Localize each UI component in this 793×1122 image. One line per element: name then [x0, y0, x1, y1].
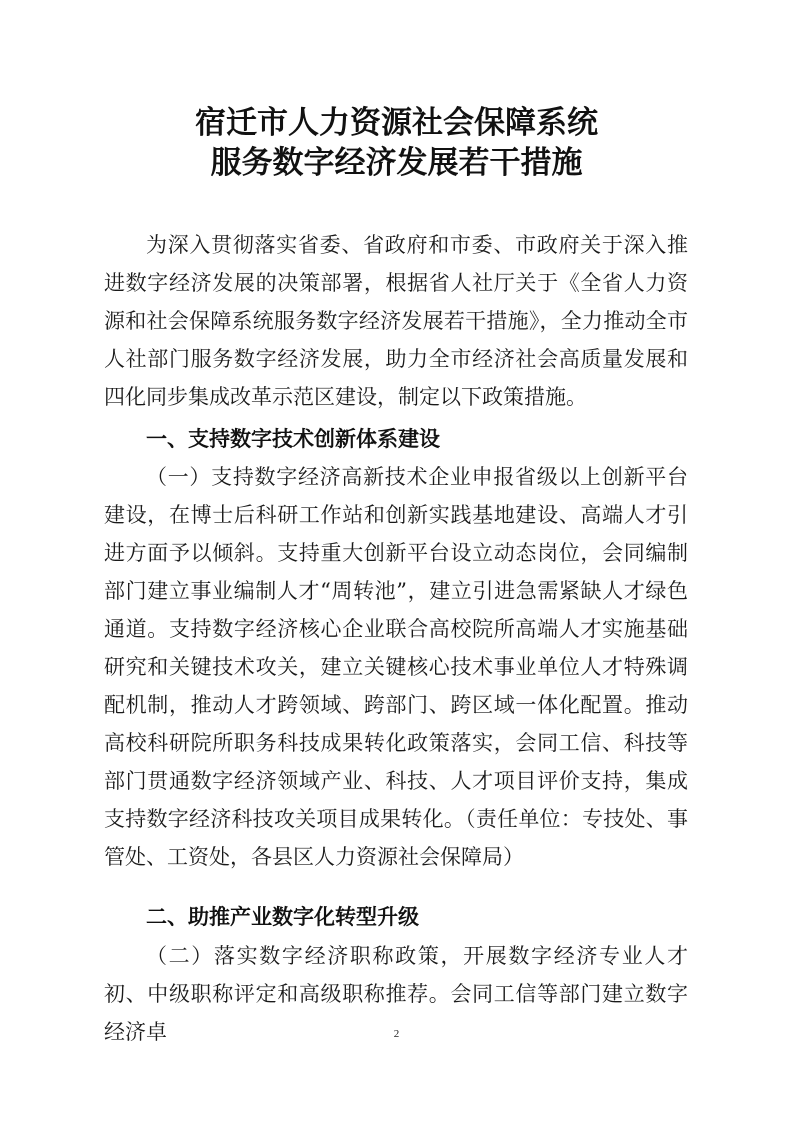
section-2-paragraph: （二）落实数字经济职称政策，开展数字经济专业人才初、中级职称评定和高级职称推荐。会同工信等部门建立数字经济卓 — [104, 944, 688, 1044]
document-title-line-2: 服务数字经济发展若干措施 — [210, 145, 583, 181]
page-number: 2 — [393, 1028, 400, 1040]
section-1-paragraph: （一）支持数字经济高新技术企业申报省级以上创新平台建设，在博士后科研工作站和创新实践基地建设、高端人才引进方面予以倾斜。支持重大创新平台设立动态岗位，会同编制部门建立事业编制人才“周转池”，建立引进急需紧缺人才绿色通道。支持数字经济核心企业联合高校院所高端人才实施基础研究和关键技术攻关，建立关键核心技术事业单位人才特殊调配机制，推动人才跨领域、跨部门、跨区域一体化配置。推动高校科研院所职务科技成果转化政策落实，会同工信、科技等部门贯通数字经济领域产业、科技、人才项目评价支持，集成支持数字经济科技攻关项目成果转化。（责任单位：专技处、事管处、工资处，各县区人力资源社会保障局） — [104, 465, 688, 869]
section-2-heading: 二、助推产业数字化转型升级 — [146, 905, 419, 929]
intro-paragraph: 为深入贯彻落实省委、省政府和市委、市政府关于深入推进数字经济发展的决策部署，根据省人社厅关于《全省人力资源和社会保障系统服务数字经济发展若干措施》，全力推动全市人社部门服务数字经济发展，助力全市经济社会高质量发展和四化同步集成改革示范区建设，制定以下政策措施。 — [104, 233, 688, 409]
section-1-heading: 一、支持数字技术创新体系建设 — [146, 427, 440, 451]
document-title-line-1: 宿迁市人力资源社会保障系统 — [195, 105, 598, 141]
